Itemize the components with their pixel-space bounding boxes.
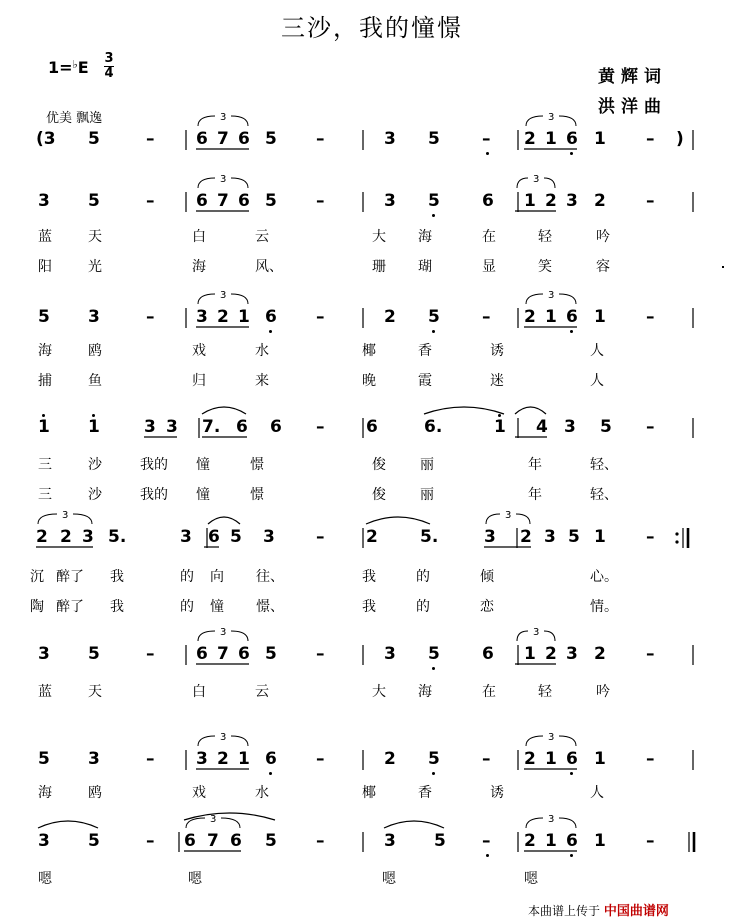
lyric-syllable: 迷 <box>490 373 504 389</box>
note: 5 <box>265 644 277 664</box>
lyric-syllable: 醉了 <box>56 599 84 615</box>
lyric-syllable: 大 <box>372 684 386 700</box>
note: 5 <box>428 644 440 664</box>
dash-note: – <box>146 644 155 664</box>
lyric-syllable: 醉了 <box>56 569 84 585</box>
note: 1 <box>238 749 250 769</box>
note: 3 <box>566 644 578 664</box>
note: 6 <box>236 417 248 437</box>
lyric-syllable: 诱 <box>490 343 504 359</box>
note: 6 <box>196 129 208 149</box>
triplet-bracket <box>198 736 248 746</box>
dash-note: – <box>316 644 325 664</box>
lyric-syllable: 椰 <box>362 785 376 801</box>
low-octave-dot <box>432 667 435 670</box>
lyric-syllable: 笑 <box>538 259 552 275</box>
triplet-label: 3 <box>220 627 227 638</box>
lyric-syllable: 憬 <box>250 487 264 503</box>
note: 5 <box>230 527 242 547</box>
lyric-syllable: 水 <box>255 785 269 801</box>
time-top: 3 <box>104 51 114 66</box>
note: 6 <box>238 129 250 149</box>
note: 5 <box>265 191 277 211</box>
triplet-label: 3 <box>220 112 227 123</box>
triplet-bracket <box>198 178 248 188</box>
dash-note: – <box>482 307 491 327</box>
note: 5. <box>420 527 439 547</box>
dash-note: – <box>146 307 155 327</box>
note: 2 <box>217 749 229 769</box>
tie-slur <box>202 407 246 414</box>
lyric-syllable: 鸥 <box>88 343 102 359</box>
lyric-syllable: 天 <box>88 229 102 245</box>
note: 2 <box>594 191 606 211</box>
note: 5 <box>428 191 440 211</box>
note: 6 <box>184 831 196 851</box>
note: 5 <box>568 527 580 547</box>
note: 3 <box>144 417 156 437</box>
lyric-syllable: 白 <box>192 229 206 245</box>
note: 6 <box>566 749 578 769</box>
dash-note: – <box>646 417 655 437</box>
lyric-syllable: 人 <box>590 373 604 389</box>
note: 2 <box>545 191 557 211</box>
lyric-syllable: 海 <box>192 259 206 275</box>
site-logo: 中国曲谱网 <box>603 904 669 919</box>
note: 6 <box>208 527 220 547</box>
lyric-syllable: 椰 <box>362 343 376 359</box>
footer <box>528 900 669 919</box>
dash-note: – <box>316 527 325 547</box>
low-octave-dot <box>269 330 272 333</box>
dash-note: – <box>482 749 491 769</box>
lyric-syllable: 我的 <box>140 487 168 503</box>
note: 3 <box>166 417 178 437</box>
note: 2 <box>60 527 72 547</box>
lyric-syllable: 香 <box>418 343 432 359</box>
note: 1 <box>594 129 606 149</box>
note: 5 <box>265 831 277 851</box>
dash-note: – <box>316 417 325 437</box>
lyric-syllable: 轻 <box>538 684 552 700</box>
key-note: E <box>77 58 89 77</box>
triplet-bracket <box>517 178 555 188</box>
triplet-bracket <box>526 818 576 828</box>
note: 3 <box>544 527 556 547</box>
triplet-bracket <box>186 818 240 828</box>
repeat-dot <box>675 540 678 543</box>
lyricist-credit: 黄辉词 <box>598 67 667 87</box>
note: 1 <box>594 307 606 327</box>
note: 3 <box>384 831 396 851</box>
note: 2 <box>384 749 396 769</box>
lyric-syllable: 吟 <box>596 684 610 700</box>
dash-note: – <box>646 831 655 851</box>
note: 6 <box>238 191 250 211</box>
note: 5 <box>428 749 440 769</box>
triplet-label: 3 <box>62 510 69 521</box>
tie-slur <box>184 813 275 820</box>
lyric-syllable: 大 <box>372 229 386 245</box>
high-octave-dot <box>92 414 95 417</box>
note: 3 <box>384 129 396 149</box>
triplet-bracket <box>526 294 576 304</box>
tie-slur <box>208 517 240 524</box>
triplet-label: 3 <box>220 174 227 185</box>
note: 1 <box>594 749 606 769</box>
triplet-bracket <box>526 736 576 746</box>
lyric-syllable: 年 <box>528 457 542 473</box>
triplet-bracket <box>486 514 530 524</box>
lyric-syllable: 阳 <box>38 259 52 275</box>
note: 5 <box>88 129 100 149</box>
lyric-syllable: 海 <box>418 229 432 245</box>
lyric-syllable: 人 <box>590 343 604 359</box>
note: 1 <box>594 527 606 547</box>
repeat-dot <box>675 532 678 535</box>
dash-note: – <box>146 831 155 851</box>
lyric-syllable: 俊 <box>372 487 386 503</box>
lyric-syllable: 沙 <box>88 487 102 503</box>
lyric-syllable: 我 <box>110 599 124 615</box>
low-octave-dot <box>570 772 573 775</box>
note: 3 <box>88 749 100 769</box>
lyric-syllable: 我的 <box>140 457 168 473</box>
lyric-syllable: 嗯 <box>38 871 52 887</box>
note: 1 <box>545 307 557 327</box>
lyric-syllable: 嗯 <box>382 871 396 887</box>
note: 6 <box>366 417 378 437</box>
lyric-syllable: 的 <box>180 569 194 585</box>
lyric-syllable: 鸥 <box>88 785 102 801</box>
note: 2 <box>524 749 536 769</box>
dash-note: – <box>316 129 325 149</box>
note: 6 <box>196 644 208 664</box>
note: 6 <box>482 191 494 211</box>
lyric-syllable: 丽 <box>420 487 434 503</box>
tie-slur <box>424 407 504 414</box>
dash-note: – <box>646 307 655 327</box>
stray-mark <box>722 266 724 268</box>
lyric-syllable: 蓝 <box>38 684 52 700</box>
dash-note: – <box>482 129 491 149</box>
lyric-syllable: 我 <box>110 569 124 585</box>
note: 5 <box>428 129 440 149</box>
triplet-bracket <box>198 631 248 641</box>
lyric-syllable: 光 <box>88 259 102 275</box>
dash-note: – <box>646 749 655 769</box>
lyric-syllable: 吟 <box>596 229 610 245</box>
lyric-syllable: 香 <box>418 785 432 801</box>
lyric-syllable: 海 <box>418 684 432 700</box>
note: 2 <box>594 644 606 664</box>
key-signature <box>48 58 89 77</box>
note: 3 <box>196 749 208 769</box>
note: 2 <box>520 527 532 547</box>
dash-note: – <box>646 527 655 547</box>
note: 5 <box>434 831 446 851</box>
lyric-syllable: 沉 <box>30 569 44 585</box>
dash-note: – <box>316 307 325 327</box>
dash-note: – <box>146 749 155 769</box>
note: 7 <box>217 644 229 664</box>
note: ) <box>676 129 684 149</box>
triplet-bracket <box>526 116 576 126</box>
note: 2 <box>217 307 229 327</box>
lyric-syllable: 天 <box>88 684 102 700</box>
note: 7. <box>202 417 221 437</box>
tempo-marking: 优美 飘逸 <box>46 111 103 126</box>
lyric-syllable: 憧 <box>196 487 210 503</box>
note: 3 <box>38 644 50 664</box>
lyric-syllable: 人 <box>590 785 604 801</box>
lyric-syllable: 向 <box>210 569 224 585</box>
note: 5 <box>88 831 100 851</box>
note: 1 <box>38 417 50 437</box>
note: 6 <box>230 831 242 851</box>
lyric-syllable: 戏 <box>192 785 206 801</box>
dash-note: – <box>316 749 325 769</box>
low-octave-dot <box>432 214 435 217</box>
lyric-syllable: 俊 <box>372 457 386 473</box>
key-prefix: 1= <box>48 58 73 77</box>
note: 6 <box>265 307 277 327</box>
song-title: 三沙，我的憧憬 <box>281 14 463 42</box>
triplet-label: 3 <box>548 814 555 825</box>
tie-slur <box>384 821 444 828</box>
lyric-syllable: 嗯 <box>188 871 202 887</box>
lyric-syllable: 三 <box>38 457 52 473</box>
footer-text: 本曲谱上传于 <box>528 904 601 918</box>
lyric-syllable: 三 <box>38 487 52 503</box>
note: 5 <box>38 307 50 327</box>
composer-credit: 洪洋曲 <box>598 97 667 117</box>
low-octave-dot <box>570 854 573 857</box>
lyric-syllable: 倾 <box>480 569 494 585</box>
note: 1 <box>524 191 536 211</box>
lyric-syllable: 显 <box>482 259 496 275</box>
note: 3 <box>38 191 50 211</box>
note: 3 <box>88 307 100 327</box>
note: 3 <box>180 527 192 547</box>
note: 6 <box>270 417 282 437</box>
note: 1 <box>238 307 250 327</box>
note: 2 <box>366 527 378 547</box>
triplet-label: 3 <box>533 627 540 638</box>
lyric-syllable: 诱 <box>490 785 504 801</box>
lyric-syllable: 鱼 <box>88 373 102 389</box>
triplet-bracket <box>517 631 555 641</box>
dash-note: – <box>316 831 325 851</box>
note: 1 <box>594 831 606 851</box>
high-octave-dot <box>498 414 501 417</box>
low-octave-dot <box>570 152 573 155</box>
low-octave-dot <box>486 854 489 857</box>
triplet-label: 3 <box>533 174 540 185</box>
low-octave-dot <box>486 152 489 155</box>
dash-note: – <box>146 129 155 149</box>
note: 5 <box>38 749 50 769</box>
lyric-syllable: 沙 <box>88 457 102 473</box>
note: 1 <box>545 831 557 851</box>
note: 2 <box>524 129 536 149</box>
note: 2 <box>524 831 536 851</box>
triplet-bracket <box>198 294 248 304</box>
note: 3 <box>564 417 576 437</box>
dash-note: – <box>316 191 325 211</box>
note: 3 <box>384 191 396 211</box>
lyric-syllable: 瑚 <box>418 259 432 275</box>
triplet-label: 3 <box>210 814 217 825</box>
lyric-syllable: 往、 <box>256 569 284 585</box>
dash-note: – <box>146 191 155 211</box>
note: 4 <box>536 417 548 437</box>
dash-note: – <box>482 831 491 851</box>
lyric-syllable: 嗯 <box>524 871 538 887</box>
triplet-bracket <box>38 514 92 524</box>
lyric-syllable: 云 <box>255 229 269 245</box>
tie-slur <box>38 821 98 828</box>
note: 3 <box>484 527 496 547</box>
lyric-syllable: 陶 <box>30 599 44 615</box>
triplet-label: 3 <box>220 290 227 301</box>
note: 5 <box>600 417 612 437</box>
note: 6 <box>196 191 208 211</box>
lyric-syllable: 心。 <box>590 569 618 585</box>
lyric-syllable: 轻 <box>538 229 552 245</box>
tie-slur <box>366 517 430 524</box>
note: 7 <box>207 831 219 851</box>
lyric-syllable: 的 <box>416 569 430 585</box>
note: 6 <box>566 831 578 851</box>
lyric-syllable: 的 <box>416 599 430 615</box>
dash-note: – <box>646 191 655 211</box>
lyric-syllable: 恋 <box>480 599 494 615</box>
triplet-label: 3 <box>505 510 512 521</box>
note: 1 <box>545 749 557 769</box>
note: 5 <box>428 307 440 327</box>
lyric-syllable: 的 <box>180 599 194 615</box>
high-octave-dot <box>42 414 45 417</box>
note: 6 <box>566 129 578 149</box>
note: 1 <box>494 417 506 437</box>
low-octave-dot <box>570 330 573 333</box>
dash-note: – <box>646 644 655 664</box>
note: 7 <box>217 129 229 149</box>
triplet-label: 3 <box>548 112 555 123</box>
lyric-syllable: 憧 <box>196 457 210 473</box>
note: 2 <box>545 644 557 664</box>
note: 3 <box>263 527 275 547</box>
note: 1 <box>545 129 557 149</box>
note: 3 <box>196 307 208 327</box>
lyric-syllable: 丽 <box>420 457 434 473</box>
lyric-syllable: 霞 <box>418 373 432 389</box>
lyric-syllable: 海 <box>38 343 52 359</box>
lyric-syllable: 海 <box>38 785 52 801</box>
triplet-label: 3 <box>220 732 227 743</box>
lyric-syllable: 云 <box>255 684 269 700</box>
lyric-syllable: 轻、 <box>590 487 618 503</box>
lyric-syllable: 我 <box>362 569 376 585</box>
note: 6 <box>238 644 250 664</box>
low-octave-dot <box>269 772 272 775</box>
note: 3 <box>38 831 50 851</box>
note: 2 <box>384 307 396 327</box>
tie-slur <box>515 407 546 414</box>
low-octave-dot <box>432 330 435 333</box>
lyric-syllable: 珊 <box>372 259 386 275</box>
note: 2 <box>36 527 48 547</box>
note: 6 <box>482 644 494 664</box>
lyric-syllable: 情。 <box>590 599 618 615</box>
lyric-syllable: 蓝 <box>38 229 52 245</box>
lyric-syllable: 捕 <box>38 373 52 389</box>
lyric-syllable: 来 <box>255 373 269 389</box>
lyric-syllable: 水 <box>255 343 269 359</box>
note: 5. <box>108 527 127 547</box>
note: 3 <box>384 644 396 664</box>
note: 5 <box>88 644 100 664</box>
lyric-syllable: 白 <box>192 684 206 700</box>
lyric-syllable: 风、 <box>255 259 283 275</box>
lyric-syllable: 憧 <box>210 599 224 615</box>
lyric-syllable: 容 <box>596 259 610 275</box>
lyric-syllable: 憬、 <box>256 599 284 615</box>
lyric-syllable: 年 <box>528 487 542 503</box>
flat-symbol: ♭ <box>72 58 78 71</box>
triplet-label: 3 <box>548 732 555 743</box>
note: 1 <box>524 644 536 664</box>
triplet-bracket <box>198 116 248 126</box>
note: 5 <box>265 129 277 149</box>
lyric-syllable: 轻、 <box>590 457 618 473</box>
note: 6 <box>265 749 277 769</box>
triplet-label: 3 <box>548 290 555 301</box>
note: 5 <box>88 191 100 211</box>
lyric-syllable: 戏 <box>192 343 206 359</box>
note: 1 <box>88 417 100 437</box>
lyric-syllable: 我 <box>362 599 376 615</box>
note: 2 <box>524 307 536 327</box>
note: (3 <box>36 129 56 149</box>
note: 7 <box>217 191 229 211</box>
note: 6. <box>424 417 443 437</box>
dash-note: – <box>646 129 655 149</box>
lyric-syllable: 晚 <box>362 373 376 389</box>
time-signature <box>104 52 114 81</box>
lyric-syllable: 在 <box>482 684 496 700</box>
note: 3 <box>82 527 94 547</box>
time-bottom: 4 <box>104 66 114 81</box>
note: 6 <box>566 307 578 327</box>
lyric-syllable: 归 <box>192 373 206 389</box>
low-octave-dot <box>432 772 435 775</box>
note: 3 <box>566 191 578 211</box>
lyric-syllable: 憬 <box>250 457 264 473</box>
lyric-syllable: 在 <box>482 229 496 245</box>
